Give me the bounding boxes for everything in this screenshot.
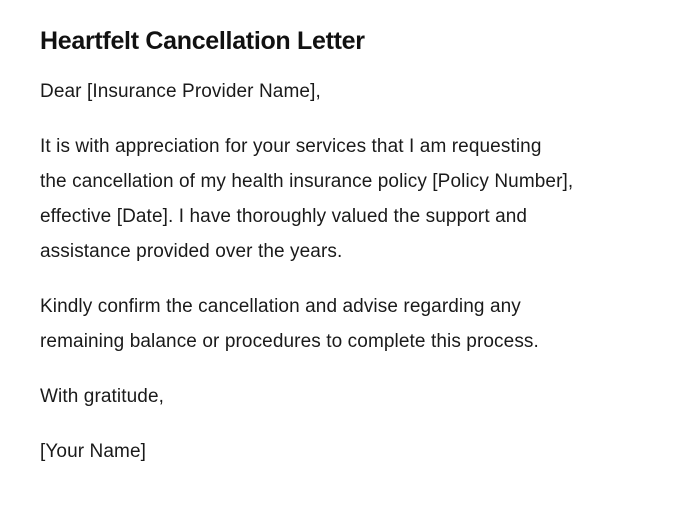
paragraph-line: effective [Date]. I have thoroughly valued the support and xyxy=(40,206,528,227)
paragraph-line: the cancellation of my health insurance policy [Policy Number], xyxy=(40,171,574,192)
salutation: Dear [Insurance Provider Name], xyxy=(40,81,321,102)
paragraph-line: assistance provided over the years. xyxy=(40,241,343,262)
paragraph-line: Kindly confirm the cancellation and advise regarding any xyxy=(40,296,521,317)
letter xyxy=(40,22,660,489)
body-paragraph-2 xyxy=(40,289,660,359)
paragraph-line: remaining balance or procedures to complete this process. xyxy=(40,331,539,352)
letter-title: Heartfelt Cancellation Letter xyxy=(40,27,365,55)
body-paragraph-1 xyxy=(40,129,660,269)
closing: With gratitude, xyxy=(40,386,164,407)
paragraph-line: It is with appreciation for your services that I am requesting xyxy=(40,136,542,157)
signature: [Your Name] xyxy=(40,441,147,462)
